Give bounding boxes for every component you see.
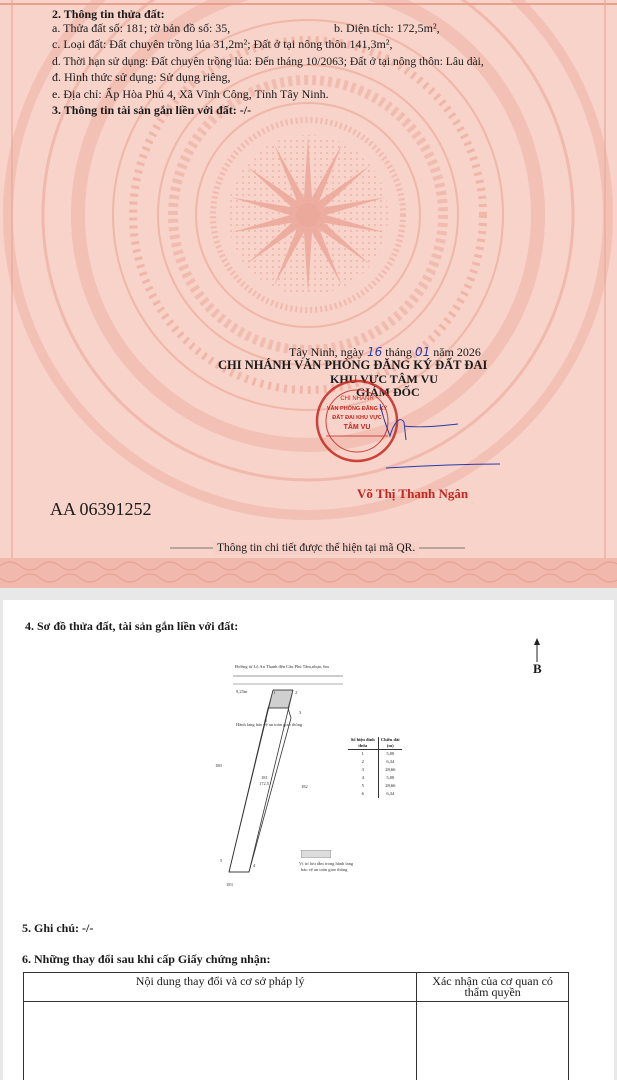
date-month: 01: [414, 345, 431, 359]
edge-length-table: [348, 737, 402, 798]
point-label-1: 1: [273, 690, 276, 695]
legend-row: [348, 774, 402, 782]
changes-cell-content: [24, 1002, 417, 1080]
legend-header-length: Chiều dài (m): [378, 737, 402, 750]
corridor-note-2: bảo vệ an toàn giao thông: [301, 867, 348, 872]
signer-name: Võ Thị Thanh Ngân: [357, 486, 469, 501]
legend-vertex: 1: [348, 750, 378, 759]
term-line: d. Thời hạn sử dụng: Đất chuyên trồng lúa: Đến tháng 10/2063; Đất ở tại nông thôn: Lâu dài,: [52, 55, 484, 68]
assets-title: 3. Thông tin tài sản gắn liền với đất: -/-: [52, 103, 252, 117]
stamp-line-1: CHI NHÁNH: [340, 396, 374, 402]
legend-row: [348, 766, 402, 774]
point-label-3: 3: [299, 710, 302, 715]
diagram-page: [3, 600, 614, 1080]
corridor-hatch-swatch: [301, 850, 331, 858]
legend-row: [348, 790, 402, 798]
stamp-line-2: VĂN PHÒNG ĐĂNG KÝ: [326, 406, 388, 412]
neighbor-right-label: 182: [301, 784, 308, 789]
road-label: Đường từ Lộ An Thạnh đến Cầu Phú Tâm,nhựa, 6m: [235, 664, 329, 669]
point-label-2: 2: [295, 690, 298, 695]
changes-title: 6. Những thay đổi sau khi cấp Giấy chứng nhận:: [22, 952, 271, 966]
corridor-label: Hành lang bảo vệ an toàn giao thông: [236, 722, 303, 727]
legend-length: 6,34: [386, 759, 395, 764]
legend-length: 28,66: [385, 783, 396, 788]
legend-length: 28,66: [385, 767, 396, 772]
parcel-sketch: [203, 662, 363, 902]
agency-line-2: KHU VỰC TÂM VU: [330, 372, 438, 386]
legend-header-vertex: Số hiệu đỉnh thửa: [348, 737, 378, 750]
corridor-note-1: Vị trí lưu rẫm trong hành lang: [299, 861, 354, 866]
changes-cell-confirmation: [417, 1002, 569, 1080]
legend-vertex: 2: [348, 758, 378, 766]
point-label-4: 4: [253, 863, 256, 868]
changes-header-content: Nội dung thay đổi và cơ sở pháp lý: [24, 973, 417, 1002]
legend-row: [348, 758, 402, 766]
legend-vertex: 3: [348, 766, 378, 774]
neighbor-bottom-label: 183: [226, 882, 233, 887]
handwritten-signature: [360, 392, 510, 472]
land-section-title: 2. Thông tin thửa đất:: [52, 7, 165, 21]
neighbor-left-label: 180: [215, 763, 222, 768]
diagram-title: 4. Sơ đồ thửa đất, tài sản gắn liền với đất:: [25, 619, 239, 633]
parcel-line: a. Thửa đất số: 181; tờ bản đồ số: 35,: [52, 21, 231, 35]
stamp-line-3: ĐẤT ĐAI KHU VỰC: [332, 415, 382, 421]
notes-title: 5. Ghi chú: -/-: [22, 921, 94, 935]
road-width-label: 9,25m: [236, 689, 248, 694]
area-line: b. Diện tích: 172,5m²,: [334, 21, 440, 35]
director-title: GIÁM ĐỐC: [356, 385, 420, 399]
date-prefix: Tây Ninh, ngày: [289, 345, 364, 359]
point-label-6: 6: [265, 718, 268, 723]
agency-line-1: CHI NHÁNH VĂN PHÒNG ĐĂNG KÝ ĐẤT ĐAI: [218, 358, 488, 372]
parcel-number-label: 181: [261, 775, 268, 780]
legend-row: [348, 750, 402, 759]
changes-header-confirmation: Xác nhận của cơ quan có thẩm quyền: [417, 973, 569, 1002]
legend-vertex: 5: [348, 782, 378, 790]
changes-table: [23, 972, 569, 1080]
legend-length: 6,34: [386, 791, 395, 796]
legend-vertex: 6: [348, 790, 378, 798]
stamp-line-4: TÂM VU: [343, 424, 371, 431]
date-day: 16: [366, 345, 383, 359]
north-label: B: [533, 661, 542, 676]
parcel-area-label: 172,5: [259, 781, 270, 786]
legend-length: 5,00: [386, 775, 395, 780]
date-year-label: năm 2026: [433, 345, 481, 359]
qr-note: Thông tin chi tiết được thể hiện tại mã QR.: [213, 542, 419, 555]
point-label-5: 5: [220, 858, 223, 863]
legend-length: 5,00: [386, 751, 395, 756]
legend-row: [348, 782, 402, 790]
legend-vertex: 4: [348, 774, 378, 782]
land-type-line: c. Loại đất: Đất chuyên trồng lúa 31,2m²; Đất ở tại nông thôn 141,3m²,: [52, 37, 393, 51]
date-month-label: tháng: [385, 345, 412, 359]
use-form-line: đ. Hình thức sử dụng: Sử dụng riêng,: [52, 70, 231, 84]
address-line: e. Địa chỉ: Ấp Hòa Phú 4, Xã Vĩnh Công, Tỉnh Tây Ninh.: [52, 87, 329, 101]
serial-number: AA 06391252: [50, 499, 152, 519]
